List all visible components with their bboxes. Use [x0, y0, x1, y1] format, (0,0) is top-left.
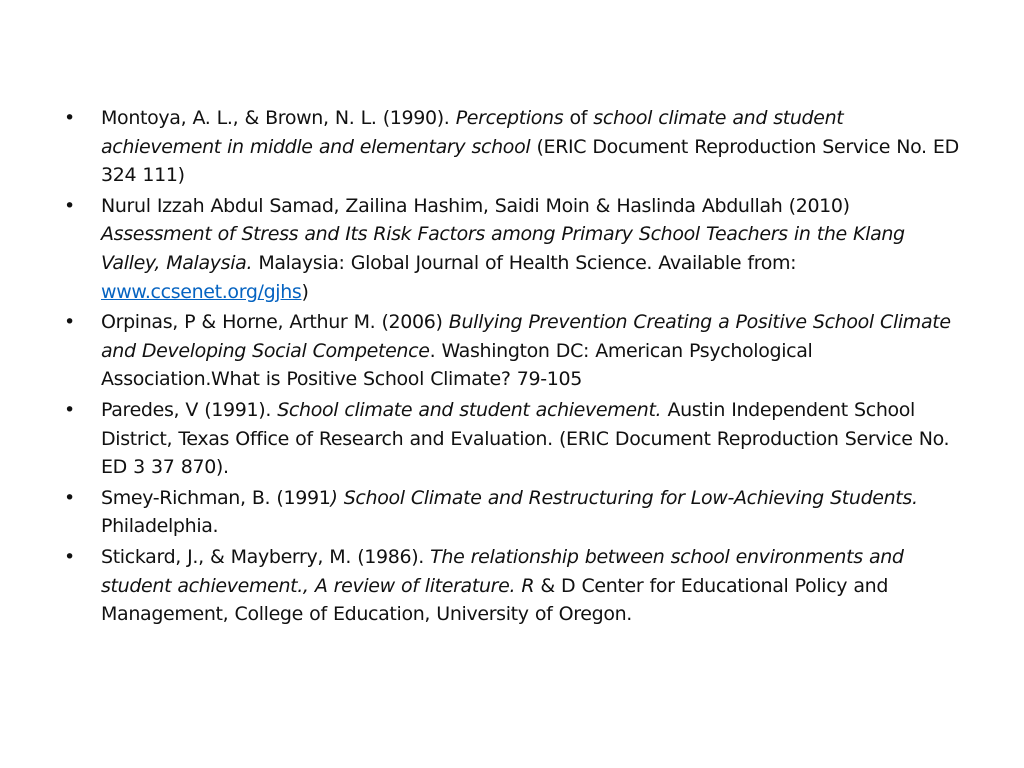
reference-text: Orpinas, P & Horne, Arthur M. (2006) — [101, 311, 449, 334]
reference-item — [64, 543, 960, 629]
reference-item — [64, 308, 960, 394]
reference-title: Bullying Prevention Creating a Positive School Climate and Developing Social Competence — [101, 311, 951, 362]
reference-list — [64, 104, 960, 631]
reference-link[interactable]: www.ccsenet.org/gjhs — [101, 280, 302, 303]
reference-text: Stickard, J., & Mayberry, M. (1986). — [101, 545, 431, 568]
reference-text: & D Center for Educational Policy and Management, College of Education, University of Oregon. — [101, 574, 889, 626]
reference-title: Assessment of Stress and Its Risk Factors among Primary School Teachers in the Klang Valley, Malaysia. — [101, 223, 905, 274]
bullet-icon: • — [64, 311, 75, 334]
reference-title: school climate and student achievement in middle and elementary school — [101, 107, 844, 158]
bullet-icon: • — [64, 398, 75, 421]
reference-text: Montoya, A. L., & Brown, N. L. (1990). — [101, 107, 456, 129]
reference-title: School climate and student achievement. — [277, 398, 662, 421]
reference-text: Smey-Richman, B. (1991 — [101, 486, 331, 509]
bullet-icon: • — [64, 107, 75, 129]
reference-title: The relationship between school environments and student achievement., A review of literature. R — [101, 545, 904, 597]
reference-text: . Washington DC: American Psychological Association.What is Positive School Climate? 79-105 — [101, 339, 813, 391]
reference-text: (ERIC Document Reproduction Service No. ED 324 111) — [101, 135, 959, 187]
reference-text: ) — [301, 280, 309, 303]
reference-text: of — [563, 107, 594, 129]
reference-item — [64, 484, 960, 541]
reference-title: ) School Climate and Restructuring for Low-Achieving Students. — [330, 486, 918, 509]
bullet-icon: • — [64, 194, 75, 217]
reference-item — [64, 104, 960, 190]
reference-text: Malaysia: Global Journal of Health Science. Available from: — [252, 251, 797, 274]
reference-text: Paredes, V (1991). — [101, 398, 278, 421]
reference-item — [64, 192, 960, 306]
bullet-icon: • — [64, 545, 75, 568]
reference-text: Philadelphia. — [101, 515, 219, 538]
bullet-icon: • — [64, 486, 75, 509]
reference-item — [64, 396, 960, 482]
reference-text: Austin Independent School District, Texas Office of Research and Evaluation. (ERIC Document Reproduction Service No. ED 3 37 870). — [101, 398, 950, 479]
reference-title: Perceptions — [455, 107, 564, 129]
reference-text: Nurul Izzah Abdul Samad, Zailina Hashim, Saidi Moin & Haslinda Abdullah (2010) — [101, 194, 850, 217]
